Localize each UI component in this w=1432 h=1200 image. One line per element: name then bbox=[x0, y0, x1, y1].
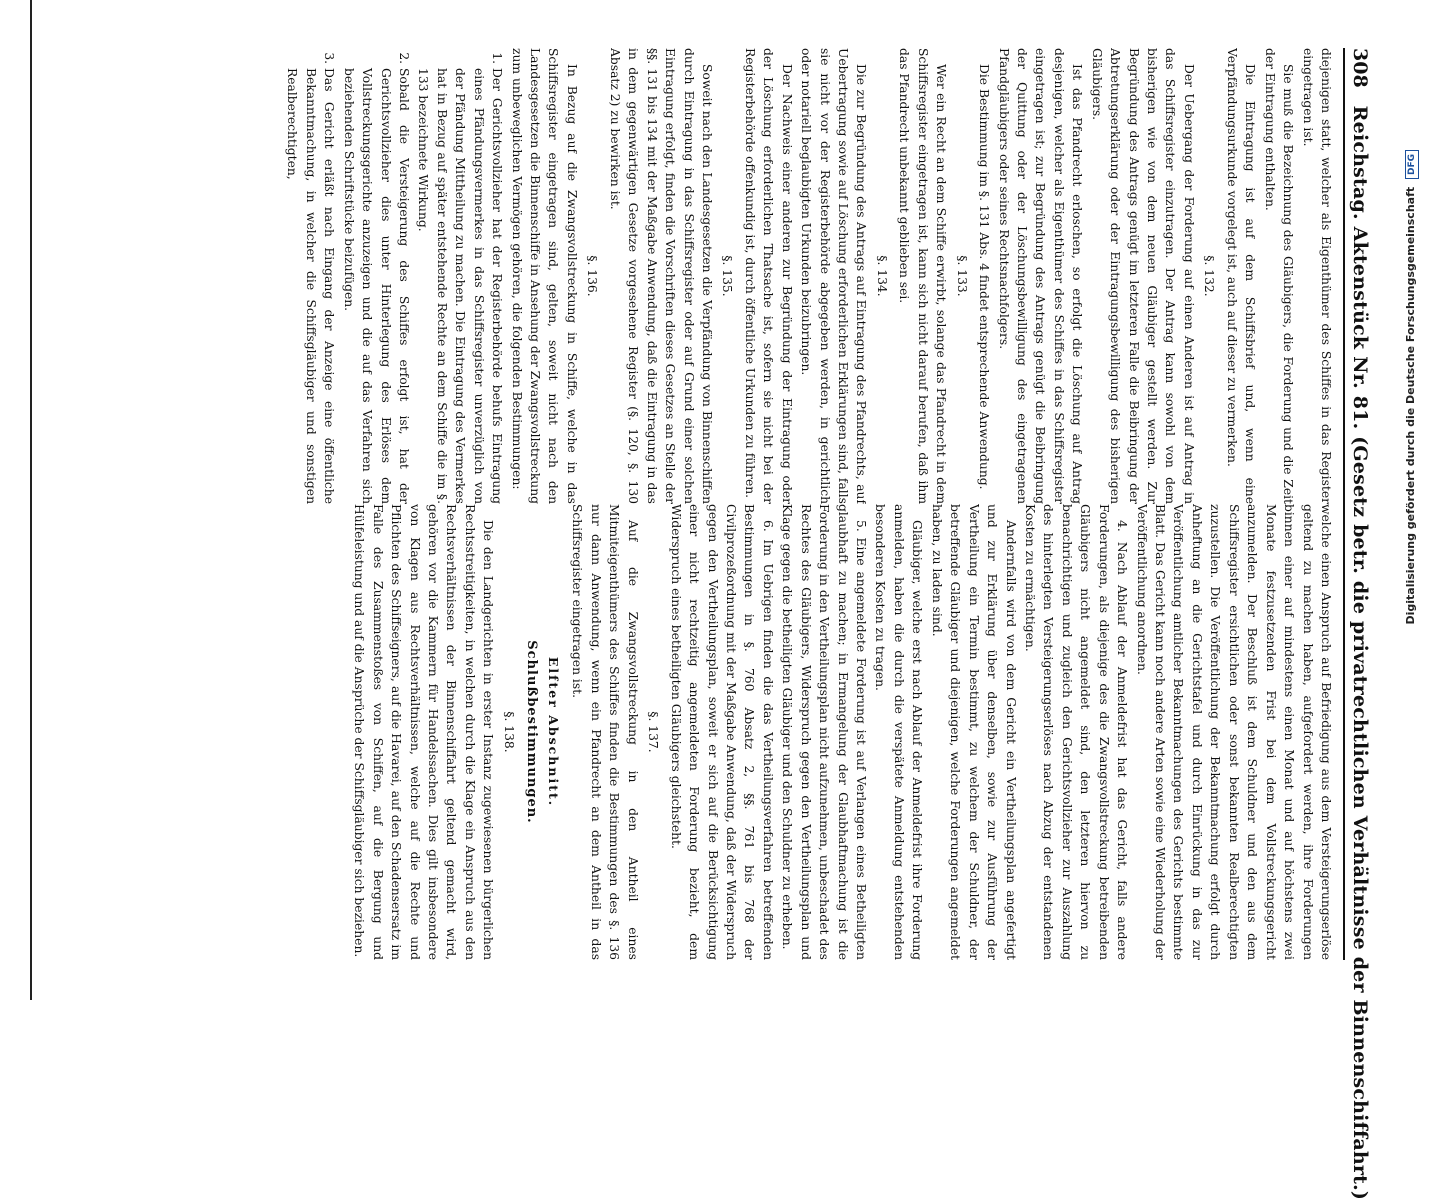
list-item: 1. Der Gerichtsvollzieher hat der Registerbehörde behufs Eintragung eines Pfändungsvermerkes in das Schiffsregister unverzüglich von der Pfändung Mittheilung zu machen. Die Eintragung des Vermerkes hat in Bezug auf später entstehende Rechte an dem Schiffe die im §. 133 bezeichnete Wirkung. bbox=[414, 68, 506, 504]
paragraph: Der Uebergang der Forderung auf einen Anderen ist auf Antrag in das Schiffsregister einzutragen. Der Antrag kann sowohl von dem bisherigen wie von dem neuen Gläubiger gestellt werden. Zur Begründung des Antrags genügt im letzteren Falle die Beibringung der Abtretungserklärung oder der Eintragungsbewilligung des bisherigen Gläubigers. bbox=[1089, 48, 1196, 504]
section-heading-137: §. 137. bbox=[646, 711, 661, 753]
item-text: Eine angemeldete Forderung ist auf Verlangen eines Betheiligten glaubhaft zu machen; in Ermangelung der Glaubhaftmachung ist die Forderung in den Vertheilungsplan nicht aufzunehmen, unbeschadet des Rechtes des Gläubigers, Widerspruch gegen den Vertheilungsplan und Klage gegen die betheiligten Gläubiger und den Schuldner zu erheben. bbox=[780, 504, 869, 960]
paragraph: Wer ein Recht an dem Schiffe erwirbt, solange das Pfandrecht in dem Schiffsregister eingetragen ist, kann sich nicht darauf berufen, daß ihm das Pfandrecht unbekannt geblieben sei. bbox=[897, 48, 949, 504]
section-heading-134: §. 134. bbox=[874, 255, 889, 297]
dfg-logo: DFG bbox=[1405, 150, 1419, 179]
item-number: 4. bbox=[1115, 520, 1130, 532]
paragraph: In Bezug auf die Zwangsvollstreckung in Schiffe, welche in das Schiffsregister eingetragen sind, gelten, soweit nicht nach den Landesgesetzen die Binnenschiffe in Ansehung der Zwangsvollstreckung zum unbeweglichen Vermögen gehören, die folgenden Bestimmungen: bbox=[509, 48, 579, 504]
item-text: Nach Ablauf der Anmeldefrist hat das Gericht, falls andere Forderungen, als diejenige des die Zwangsvollstreckung betreibenden Gläubigers nicht angemeldet sind, den letzteren hiervon zu benachrichtigen und zugleich den Gerichtsvollzieher zur Auszahlung des hinterlegten Versteigerungserlöses nach Abzug der entstandenen Kosten zu ermächtigen. bbox=[1023, 504, 1130, 960]
digitization-note: Digitalisierung gefördert durch die Deutsche Forschungsgemeinschaft bbox=[1404, 186, 1417, 625]
paragraph bbox=[778, 504, 870, 960]
paragraph: Die den Landgerichten in erster Instanz zugewiesenen bürgerlichen Rechtsstreitigkeiten, in welchen durch die Klage ein Anspruch aus den Rechtsverhältnissen der Binnenschiffahrt geltend gemacht wird, gehören vor die Kammern für Handelssachen. Dies gilt insbesondere von Klagen aus Rechtsverhältnissen, welche auf die Rechte und Pflichten des Schiffseigners, auf die Havarei, auf den Schadensersatz im Falle des Zusammenstoßes von Schiffen, auf die Bergung und Hülfeleistung und auf die Ansprüche der Schiffsgläubiger sich beziehen. bbox=[352, 504, 496, 960]
page-number: 308 bbox=[1349, 48, 1371, 88]
section-heading-133: §. 133. bbox=[954, 255, 969, 297]
digitization-footer bbox=[1400, 150, 1422, 990]
text-columns bbox=[95, 48, 1335, 960]
paragraph bbox=[1021, 504, 1132, 960]
paragraph: Ist das Pfandrecht erloschen, so erfolgt die Löschung auf Antrag desjenigen, welcher als Eigenthümer des Schiffes in das Schiffsregister eingetragen ist; zur Begründung des Antrags genügt die Beibringung der Quittung oder der Löschungsbewilligung des eingetragenen Pfandgläubigers oder seines Rechtsnachfolgers. bbox=[996, 48, 1085, 504]
footer-text-wrap bbox=[1400, 150, 1422, 990]
item-text: Im Uebrigen finden die das Vertheilungsverfahren betreffenden Bestimmungen in §. 760 Absatz 2, §§. 761 bis 768 der Civilprozeßordnung mit der Maßgabe Anwendung, daß der Widerspruch gegen den Vertheilungsplan, soweit er sich auf die Berücksichtigung einer nicht rechtzeitig angemeldeten Forderung bezieht, dem Widerspruch eines betheiligten Gläubigers gleichsteht. bbox=[668, 504, 775, 960]
paragraph: Sie muß die Bezeichnung des Gläubigers, die Forderung und die Zeit der Eintragung enthalten. bbox=[1262, 48, 1296, 504]
paragraph: Die Bestimmung im §. 131 Abs. 4 findet entsprechende Anwendung. bbox=[977, 64, 992, 490]
section-heading-135: §. 135. bbox=[720, 255, 735, 297]
section-heading-132: §. 132. bbox=[1202, 255, 1217, 297]
paragraph: Gläubiger, welche erst nach Ablauf der Anmeldefrist ihre Forderung anmelden, haben die durch die verspätete Anmeldung entstehenden besonderen Kosten zu tragen. bbox=[873, 504, 925, 960]
paragraph: diejenigen statt, welcher als Eigenthümer des Schiffes in das Register eingetragen ist. bbox=[1300, 48, 1333, 504]
list-item: 3. Das Gericht erläßt nach Eingang der Anzeige eine öffentliche Bekanntmachung, in welcher die Schiffsgläubiger und sonstigen Realberechtigten, bbox=[283, 68, 338, 504]
paragraph: Der Nachweis einer anderen zur Begründung der Eintragung oder der Löschung erforderlichen Thatsache ist, sofern sie nicht bei der Registerbehörde offenkundig ist, durch öffentliche Urkunden zu führen. bbox=[742, 48, 794, 504]
paragraph: Auf die Zwangsvollstreckung in den Antheil eines Mitmiteigenthümers des Schiffes finden die Bestimmungen des §. 136 nur dann Anwendung, wenn ein Pfandrecht an dem Antheil in das Schiffsregister eingetragen ist. bbox=[570, 504, 640, 960]
rotated-document-page bbox=[40, 0, 1415, 1200]
paragraph: Soweit nach den Landesgesetzen die Verpfändung von Binnenschiffen durch Eintragung in das Schiffsregister oder auf Grund einer solchen Eintragung erfolgt, finden die Vorschriften dieses Gesetzes an Stelle der §§. 131 bis 134 mit der Maßgabe Anwendung, daß die Eintragung in das in dem gegenwärtigen Gesetze vorgesehene Register (§. 120, §. 130 Absatz 2) zu bewirken ist. bbox=[607, 48, 714, 504]
list-item: 2. Sobald die Versteigerung des Schiffes erfolgt ist, hat der Gerichtsvollzieher dies unter Hinterlegung des Erlöses dem Vollstreckungsgerichte anzuzeigen und die auf das Verfahren sich beziehenden Schriftstücke beizufügen. bbox=[339, 68, 413, 504]
item-number: 6. bbox=[760, 520, 775, 532]
chapter-title: Elfter Abschnitt. bbox=[546, 656, 562, 808]
right-column bbox=[95, 504, 1335, 960]
numbered-list bbox=[283, 48, 506, 504]
paragraph: welche einen Anspruch auf Befriedigung aus dem Versteigerungserlöse geltend zu machen haben, aufgefordert werden, ihre Forderungen binnen einer auf mindestens einen Monat und auf höchstens zwei Monate festzusetzenden Frist bei dem Vollstreckungsgericht anzumelden. Der Beschluß ist dem Schuldner und den aus dem Schiffsregister ersichtlichen oder sonst bekannten Realberechtigten zuzustellen. Die Veröffentlichung der Bekanntmachung erfolgt durch Anheftung an die Gerichtstafel und durch Einrückung in das zur Veröffentlichung amtlicher Bekanntmachungen des Gerichts bestimmte Blatt. Das Gericht kann noch andere Arten sowie eine Wiederholung der Veröffentlichung anordnen. bbox=[1134, 504, 1333, 960]
paragraph: Andernfalls wird von dem Gericht ein Vertheilungsplan angefertigt und zur Erklärung über denselben, sowie zur Ausführung der Vertheilung ein Termin bestimmt, zu welchem der Schuldner, der betreffende Gläubiger und diejenigen, welche Forderungen angemeldet haben, zu laden sind. bbox=[929, 504, 1018, 960]
paragraph: Die Eintragung ist auf dem Schiffsbrief und, wenn eine Verpfändungsurkunde vorgelegt ist, auch auf dieser zu vermerken. bbox=[1224, 48, 1258, 504]
paragraph bbox=[666, 504, 777, 960]
page-title: Reichstag. Aktenstück Nr. 81. (Gesetz betr. die privatrechtlichen Verhältnisse der Binnenschiffahrt.) bbox=[1349, 105, 1371, 1200]
page-header bbox=[1343, 48, 1371, 1200]
section-heading-138: §. 138. bbox=[501, 711, 516, 753]
chapter-subtitle: Schlußbestimmungen. bbox=[524, 640, 540, 824]
left-column bbox=[95, 48, 1335, 504]
paragraph: Die zur Begründung des Antrags auf Eintragung des Pfandrechts, auf Uebertragung sowie auf Löschung erforderlichen Erklärungen sind, falls sie nicht vor der Registerbehörde abgegeben werden, in gerichtlich oder notariell beglaubigten Urkunden beizubringen. bbox=[799, 48, 869, 504]
section-heading-136: §. 136. bbox=[585, 255, 600, 297]
item-number: 5. bbox=[854, 520, 869, 532]
scan-edge-line bbox=[30, 0, 32, 1000]
